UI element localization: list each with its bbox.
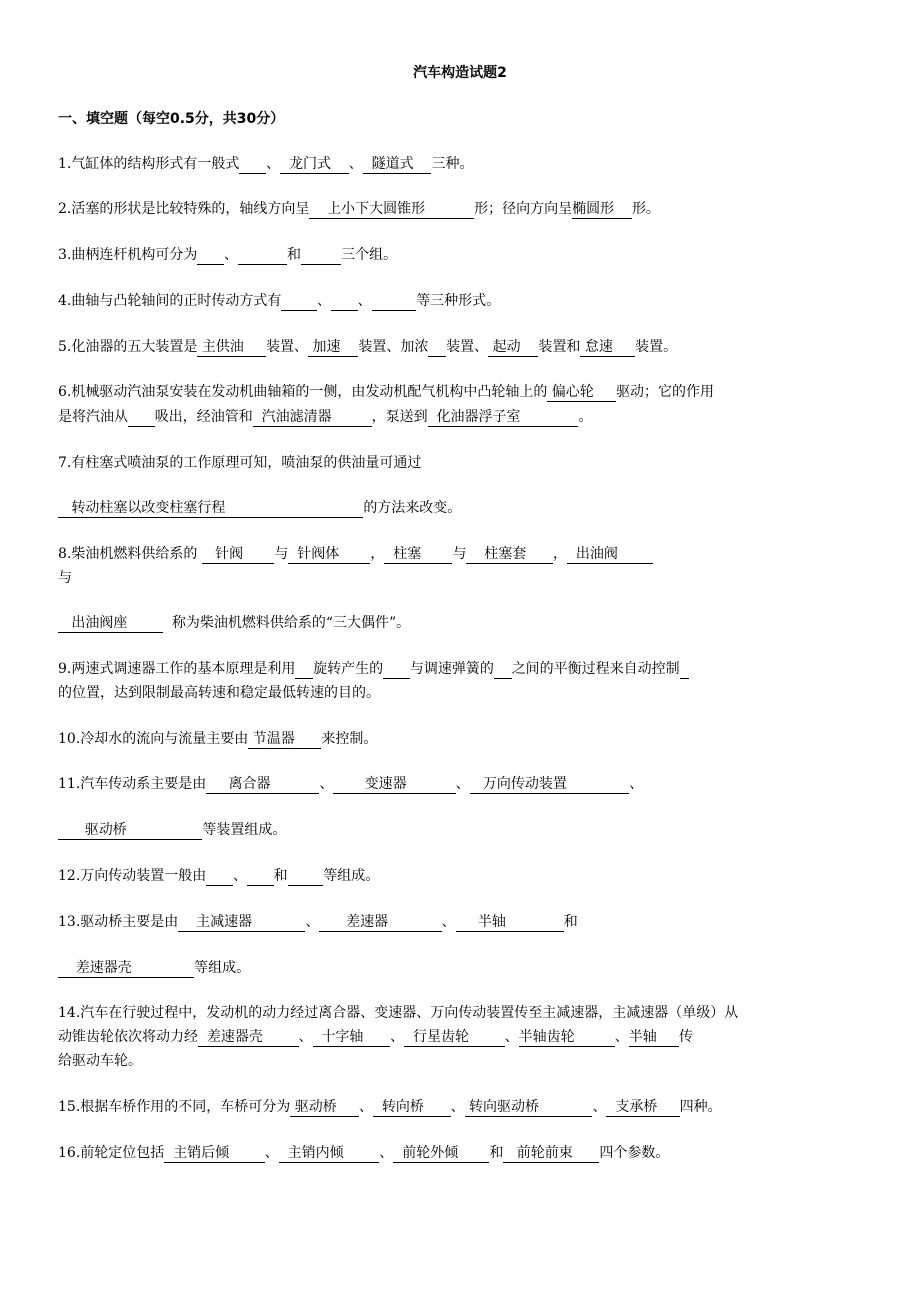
question-line	[58, 1095, 722, 1119]
answer-blank: 起动	[488, 339, 539, 355]
question-text: 3.曲柄连杆机构可分为	[58, 247, 198, 263]
answer-blank: 出油阀	[566, 546, 654, 562]
question-text: 、	[224, 247, 239, 263]
question-text: 2.活塞的形状是比较特殊的，轴线方向呈	[58, 201, 310, 217]
question-text: ，	[552, 546, 567, 562]
question-line	[58, 727, 377, 751]
question-line	[58, 405, 592, 429]
question-text: 、	[390, 1029, 405, 1045]
answer-blank	[295, 660, 313, 679]
question-text: 与	[452, 546, 467, 562]
answer-blank: 变速器	[333, 776, 456, 792]
answer-blank	[301, 246, 341, 265]
question-text: 形；径向方向呈	[474, 201, 573, 217]
question-text: ，	[370, 546, 385, 562]
question-text: 1.气缸体的结构形式有一般式	[58, 156, 240, 172]
question-text: 等组成。	[323, 868, 380, 884]
question-text: 装置、加浓	[358, 339, 429, 355]
answer-blank: 离合器	[206, 776, 320, 792]
answer-blank	[494, 660, 512, 679]
question-line	[58, 566, 72, 590]
question-text: 形。	[631, 201, 660, 217]
question-text: 和	[563, 914, 578, 930]
question-text: 、	[379, 1145, 394, 1161]
answer-blank: 差速器	[319, 914, 442, 930]
answer-blank: 转向桥	[372, 1099, 451, 1115]
answer-blank	[383, 660, 410, 679]
answer-blank: 万向传动装置	[469, 776, 630, 792]
answer-blank: 椭圆形	[572, 201, 632, 217]
question-text: 、	[629, 776, 644, 792]
question-line	[58, 956, 250, 980]
question-text: 装置和	[538, 339, 581, 355]
question-text: 、	[316, 293, 331, 309]
answer-blank: 加速	[308, 339, 359, 355]
answer-blank: 驱动桥	[290, 1099, 359, 1115]
answer-blank	[372, 292, 417, 311]
question-line	[58, 818, 286, 842]
question-line	[58, 611, 410, 635]
answer-blank: 节温器	[248, 731, 322, 747]
question-text: 15.根据车桥作用的不同，车桥可分为	[58, 1099, 291, 1115]
answer-blank: 驱动桥	[58, 822, 203, 838]
question-text: 传	[678, 1029, 693, 1045]
answer-blank	[197, 246, 224, 265]
question-text: 来控制。	[321, 731, 378, 747]
question-text: 16.前轮定位包括	[58, 1145, 165, 1161]
question-text: 吸出，经油管和	[154, 409, 253, 425]
question-line	[58, 864, 379, 888]
answer-blank: 差速器壳	[58, 960, 195, 976]
answer-blank: 偏心轮	[547, 384, 617, 400]
question-text: 8.柴油机燃料供给系的	[58, 546, 202, 562]
answer-blank: 转动柱塞以改变柱塞行程	[58, 500, 364, 516]
question-line	[58, 1001, 738, 1025]
question-line	[58, 1049, 142, 1073]
question-text: 装置、	[446, 339, 489, 355]
question-text: 和	[287, 247, 302, 263]
question-text: 装置。	[635, 339, 678, 355]
question-text: 四个参数。	[599, 1145, 670, 1161]
question-text: 、	[357, 293, 372, 309]
answer-blank: 主销内倾	[278, 1145, 380, 1161]
question-text: 、	[232, 868, 247, 884]
answer-blank: 隧道式	[362, 156, 432, 172]
answer-blank	[239, 155, 266, 174]
question-text: 等三种形式。	[416, 293, 501, 309]
question-text: 等组成。	[194, 960, 251, 976]
question-text: 、	[319, 776, 334, 792]
question-text: 给驱动车轮。	[58, 1053, 142, 1069]
question-text: 10.冷却水的流向与流量主要由	[58, 731, 249, 747]
answer-blank: 怠速	[580, 339, 636, 355]
question-text: 、	[348, 156, 363, 172]
answer-blank	[331, 292, 358, 311]
answer-blank	[288, 867, 324, 886]
question-text: 、	[592, 1099, 607, 1115]
answer-blank: 主减速器	[178, 914, 306, 930]
answer-blank: 柱塞	[384, 546, 453, 562]
answer-blank: 出油阀座	[58, 615, 163, 631]
answer-blank: 化油器浮子室	[427, 409, 579, 425]
answer-blank: 转向驱动桥	[464, 1099, 593, 1115]
question-line	[58, 380, 714, 404]
question-text: 三种。	[431, 156, 474, 172]
question-line	[58, 152, 473, 176]
answer-blank: 十字轴	[312, 1029, 391, 1045]
question-text: 驱动；它的作用	[616, 384, 715, 400]
answer-blank: 针阀体	[288, 546, 371, 562]
answer-blank	[206, 867, 233, 886]
question-text: 、	[455, 776, 470, 792]
question-line	[58, 681, 380, 705]
answer-blank	[247, 867, 274, 886]
question-text: 6.机械驱动汽油泵安装在发动机曲轴箱的一侧，由发动机配气机构中凸轮轴上的	[58, 384, 548, 400]
answer-blank: 上小下大圆锥形	[309, 201, 475, 217]
question-text: 、	[358, 1099, 373, 1115]
question-text: 和	[489, 1145, 504, 1161]
answer-blank: 柱塞套	[466, 546, 553, 562]
question-text: 动锥齿轮依次将动力经	[58, 1029, 198, 1045]
question-text: 12.万向传动装置一般由	[58, 868, 207, 884]
answer-blank: 主销后倾	[164, 1145, 265, 1161]
question-text: 。	[578, 409, 593, 425]
question-text: 、	[614, 1029, 629, 1045]
answer-blank	[428, 338, 446, 357]
question-text: 14.汽车在行驶过程中，发动机的动力经过离合器、变速器、万向传动装置传至主减速器，主减速器（单级）从	[58, 1005, 739, 1021]
question-text: 和	[273, 868, 288, 884]
question-text: 与调速弹簧的	[409, 661, 494, 677]
question-text: 4.曲轴与凸轮轴间的正时传动方式有	[58, 293, 282, 309]
answer-blank	[238, 246, 287, 265]
answer-blank: 汽油滤清器	[252, 409, 372, 425]
question-line	[58, 1025, 693, 1049]
question-text: 、	[305, 914, 320, 930]
question-text: 装置、	[266, 339, 309, 355]
section-heading: 一、填空题（每空0.5分，共30分）	[58, 111, 285, 127]
question-text: 是将汽油从	[58, 409, 128, 425]
question-text: 、	[504, 1029, 519, 1045]
question-line	[58, 1141, 669, 1165]
question-text: 、	[298, 1029, 313, 1045]
answer-blank: 半轴	[628, 1029, 679, 1045]
question-text: 13.驱动桥主要是由	[58, 914, 179, 930]
question-text: 与	[274, 546, 289, 562]
question-line	[58, 289, 500, 313]
answer-blank: 支承桥	[606, 1099, 680, 1115]
question-line	[58, 772, 643, 796]
answer-blank: 前轮前束	[503, 1145, 600, 1161]
answer-blank	[128, 408, 155, 427]
question-text: 等装置组成。	[202, 822, 287, 838]
answer-blank: 半轴	[455, 914, 564, 930]
question-text: 称为柴油机燃料供给系的“三大偶件”。	[162, 615, 411, 631]
question-line	[58, 496, 461, 520]
question-text: 、	[264, 1145, 279, 1161]
answer-blank: 差速器壳	[198, 1029, 299, 1045]
question-text: 11.汽车传动系主要是由	[58, 776, 207, 792]
question-line	[58, 197, 660, 221]
answer-blank: 半轴齿轮	[518, 1029, 615, 1045]
question-line	[58, 542, 653, 566]
question-text: 的方法来改变。	[363, 500, 462, 516]
answer-blank: 前轮外倾	[393, 1145, 490, 1161]
question-line	[58, 910, 578, 934]
question-text: 与	[58, 570, 72, 586]
question-line	[58, 243, 397, 267]
exam-title: 汽车构造试题2	[413, 65, 507, 81]
question-text: 的位置，达到限制最高转速和稳定最低转速的目的。	[58, 685, 380, 701]
question-text: 之间的平衡过程来自动控制	[511, 661, 680, 677]
question-text: 9.两速式调速器工作的基本原理是利用	[58, 661, 296, 677]
question-text: 、	[450, 1099, 465, 1115]
question-text: 旋转产生的	[313, 661, 384, 677]
answer-blank	[281, 292, 317, 311]
answer-blank: 主供油	[197, 339, 267, 355]
question-line	[58, 335, 677, 359]
answer-blank: 龙门式	[280, 156, 349, 172]
question-line	[58, 657, 689, 681]
question-text: 7.有柱塞式喷油泵的工作原理可知，喷油泵的供油量可通过	[58, 455, 422, 471]
question-text: 5.化油器的五大装置是	[58, 339, 198, 355]
answer-blank: 针阀	[201, 546, 275, 562]
answer-blank	[680, 660, 689, 679]
answer-blank: 行星齿轮	[404, 1029, 505, 1045]
question-text: 四种。	[679, 1099, 722, 1115]
question-text: 三个组。	[341, 247, 398, 263]
question-line	[58, 451, 421, 475]
question-text: 、	[441, 914, 456, 930]
question-text: ，泵送到	[371, 409, 428, 425]
question-text: 、	[266, 156, 281, 172]
